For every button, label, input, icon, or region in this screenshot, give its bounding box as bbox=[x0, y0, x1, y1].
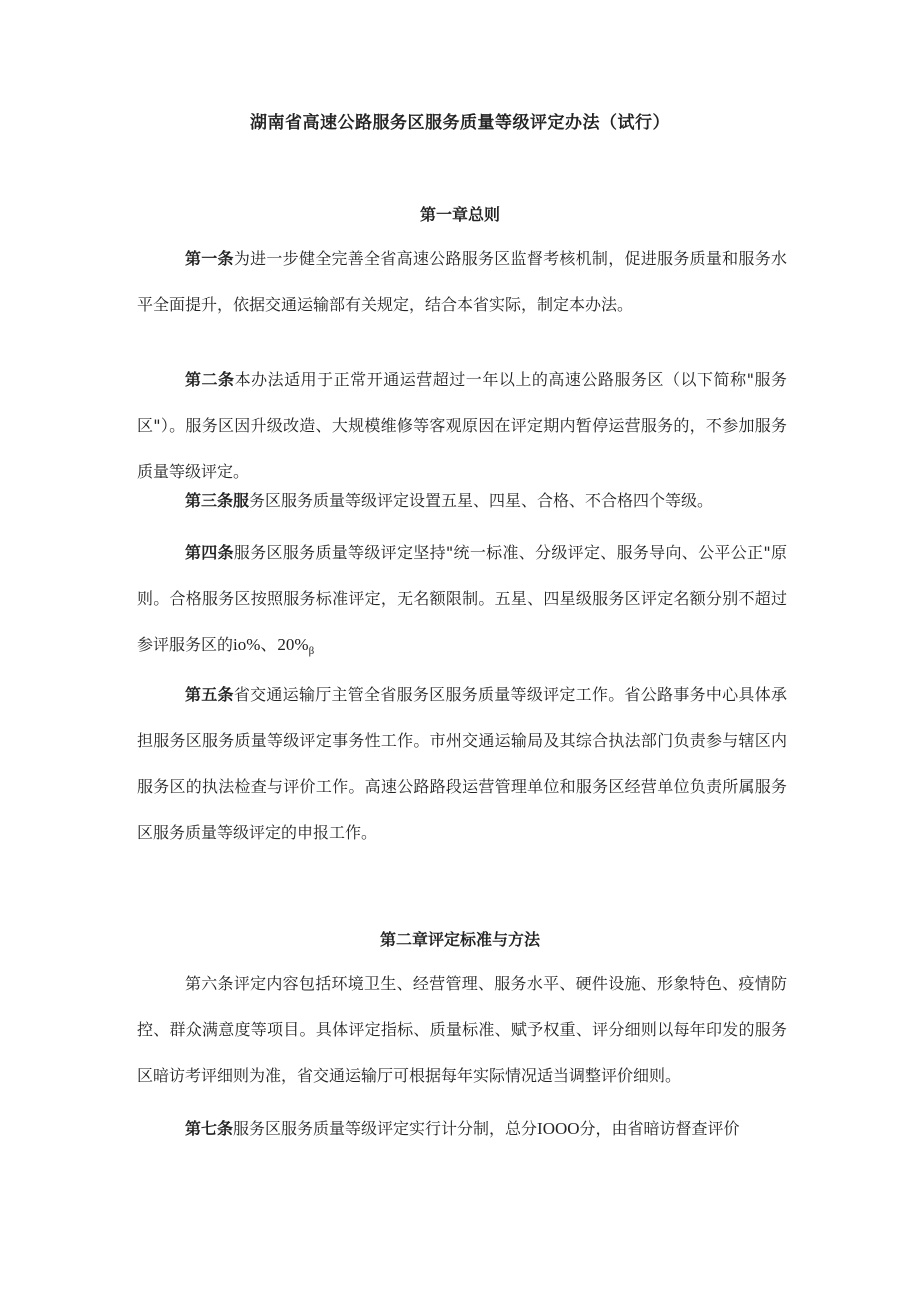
article-5 bbox=[137, 672, 787, 856]
article-label: 第七条 bbox=[185, 1119, 234, 1138]
article-label: 第一条 bbox=[185, 249, 234, 268]
article-text: 第六条评定内容包括环境卫生、经营管理、服务水平、硬件设施、形象特色、疫情防控、群众满意度等项目。具体评定指标、质量标准、赋予权重、评分细则以每年印发的服务区暗访考评细则为准，省交通运输厅可根据每年实际情况适当调整评价细则。 bbox=[137, 974, 787, 1085]
article-text: 本办法适用于正常开通运营超过一年以上的高速公路服务区（以下简称"服务区"）。服务区因升级改造、大规模维修等客观原因在评定期内暂停运营服务的，不参加服务质量等级评定。 bbox=[137, 370, 787, 481]
article-7 bbox=[137, 1106, 787, 1152]
article-label: 第四条 bbox=[185, 543, 234, 562]
article-text: 省交通运输厅主管全省服务区服务质量等级评定工作。省公路事务中心具体承担服务区服务质量等级评定事务性工作。市州交通运输局及其综合执法部门负责参与辖区内服务区的执法检查与评价工作。高速公路路段运营管理单位和服务区经营单位负责所属服务区服务质量等级评定的申报工作。 bbox=[137, 685, 787, 842]
article-label: 第五条 bbox=[185, 685, 234, 704]
article-percent: io%、20% bbox=[233, 635, 309, 654]
chapter-heading-1: 第一章总则 bbox=[419, 205, 500, 224]
article-6 bbox=[137, 961, 787, 1099]
article-4 bbox=[137, 530, 787, 674]
article-text-cont: 分，由省暗访督查评价 bbox=[579, 1119, 740, 1138]
article-score: IOOO bbox=[537, 1119, 580, 1138]
article-2 bbox=[137, 357, 787, 495]
article-text: 务区服务质量等级评定设置五星、四星、合格、不合格四个等级。 bbox=[249, 491, 714, 510]
chapter-heading-2: 第二章评定标准与方法 bbox=[379, 930, 540, 949]
article-label: 第二条 bbox=[185, 370, 235, 389]
article-percent-sub: β bbox=[308, 645, 315, 658]
article-1 bbox=[137, 236, 787, 328]
article-text: 服务区服务质量等级评定坚持"统一标准、分级评定、服务导向、公平公正"原则。合格服务区按照服务标准评定，无名额限制。五星、四星级服务区评定名额分别不超过参评服务区的 bbox=[137, 543, 787, 654]
article-text: 服务区服务质量等级评定实行计分制，总分 bbox=[233, 1119, 538, 1138]
article-text: 为进一步健全完善全省高速公路服务区监督考核机制，促进服务质量和服务水平全面提升，依据交通运输部有关规定，结合本省实际，制定本办法。 bbox=[137, 249, 787, 314]
document-title: 湖南省高速公路服务区服务质量等级评定办法（试行） bbox=[250, 113, 670, 133]
article-3 bbox=[137, 478, 787, 524]
article-label: 第三条服 bbox=[185, 491, 250, 510]
